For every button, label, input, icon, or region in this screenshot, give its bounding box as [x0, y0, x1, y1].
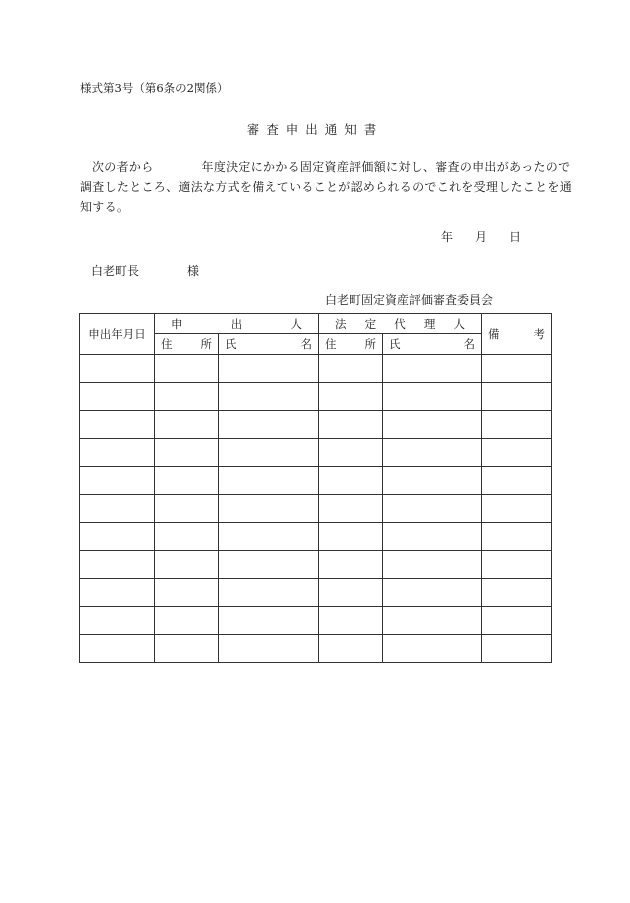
table-row: [80, 551, 552, 579]
table-cell: [219, 579, 319, 607]
header-applicant-char: 申: [171, 316, 183, 331]
addressee-name: 白老町長: [91, 264, 140, 278]
addressee-honorific: 様: [187, 264, 200, 278]
table-cell: [319, 523, 383, 551]
label-char: 所: [364, 337, 376, 351]
header-applicant-char: 出: [230, 316, 243, 331]
table-cell: [383, 411, 482, 439]
table-cell: [80, 383, 155, 411]
table-cell: [482, 467, 552, 495]
table-cell: [383, 467, 482, 495]
table-cell: [80, 411, 155, 439]
table-cell: [80, 495, 155, 523]
body-line-1: [80, 158, 570, 175]
table-cell: [482, 411, 552, 439]
label-char: 所: [200, 337, 212, 351]
table-cell: [319, 383, 383, 411]
header-applicant-name: [219, 334, 319, 355]
header-agent-char: 定: [364, 316, 377, 331]
table-cell: [482, 383, 552, 411]
table-cell: [219, 551, 319, 579]
table-row: [80, 383, 552, 411]
table-cell: [219, 523, 319, 551]
body-line-2: 調査したところ、適法な方式を備えていることが認められるのでこれを受理したことを通: [80, 180, 573, 194]
table-cell: [80, 579, 155, 607]
label-char: 住: [161, 337, 173, 351]
table-cell: [482, 355, 552, 383]
form-number: 様式第3号（第6条の2関係）: [80, 81, 229, 95]
notice-date: [441, 228, 521, 245]
table-cell: [155, 355, 219, 383]
table-cell: [219, 607, 319, 635]
table-row: [80, 523, 552, 551]
header-remarks: [482, 314, 552, 355]
header-remarks-char: 備: [488, 327, 500, 341]
table-cell: [383, 579, 482, 607]
table-cell: [383, 635, 482, 663]
header-applicant-char: 人: [290, 316, 302, 331]
table-cell: [319, 411, 383, 439]
table-cell: [482, 495, 552, 523]
table-cell: [319, 439, 383, 467]
table-cell: [383, 439, 482, 467]
date-year: 年: [441, 230, 454, 244]
table-cell: [155, 411, 219, 439]
table-row: [80, 635, 552, 663]
table-cell: [80, 439, 155, 467]
table-cell: [219, 383, 319, 411]
table-cell: [319, 635, 383, 663]
header-agent-address: [319, 334, 383, 355]
table-body: [80, 355, 552, 663]
table-cell: [80, 355, 155, 383]
table-cell: [319, 551, 383, 579]
date-day: 日: [509, 230, 522, 244]
table-cell: [155, 635, 219, 663]
table-row: [80, 411, 552, 439]
header-agent-char: 人: [453, 316, 465, 331]
header-applicant: [155, 314, 319, 334]
table-cell: [383, 551, 482, 579]
addressee: [91, 262, 199, 279]
table-cell: [482, 523, 552, 551]
label-char: 氏: [225, 337, 237, 351]
table-row: [80, 467, 552, 495]
table-row: [80, 495, 552, 523]
table-row: [80, 355, 552, 383]
table-cell: [482, 635, 552, 663]
table-cell: [155, 607, 219, 635]
label-char: 名: [300, 337, 312, 351]
label-char: 住: [325, 337, 337, 351]
body-line-3: 知する。: [80, 200, 130, 214]
date-month: 月: [475, 230, 488, 244]
table-row: [80, 607, 552, 635]
header-legal-agent: [319, 314, 482, 334]
table-cell: [482, 439, 552, 467]
header-application-date: 申出年月日: [80, 314, 155, 355]
table-cell: [155, 579, 219, 607]
table-row: [80, 439, 552, 467]
table-cell: [383, 355, 482, 383]
table-cell: [80, 467, 155, 495]
table-cell: [383, 607, 482, 635]
table-cell: [319, 495, 383, 523]
application-table: [79, 313, 552, 663]
committee-name: 白老町固定資産評価審査委員会: [325, 293, 494, 307]
table-cell: [383, 383, 482, 411]
table-cell: [383, 495, 482, 523]
table-cell: [219, 439, 319, 467]
table-cell: [219, 467, 319, 495]
header-agent-char: 代: [394, 316, 406, 331]
header-agent-name: [383, 334, 482, 355]
table-cell: [482, 607, 552, 635]
table-cell: [80, 607, 155, 635]
table-cell: [155, 495, 219, 523]
table-cell: [319, 579, 383, 607]
header-remarks-char: 考: [533, 327, 545, 341]
body-line-1-b: 年度決定にかかる固定資産評価額に対し、審査の申出があったので: [201, 160, 571, 174]
body-line-1-a: 次の者から: [92, 160, 154, 174]
table-cell: [482, 551, 552, 579]
table-cell: [155, 383, 219, 411]
table-cell: [155, 551, 219, 579]
table-cell: [80, 523, 155, 551]
header-agent-char: 法: [335, 316, 347, 331]
table-cell: [219, 355, 319, 383]
table-cell: [319, 607, 383, 635]
table-cell: [80, 551, 155, 579]
table-cell: [155, 523, 219, 551]
table-cell: [80, 635, 155, 663]
table-row: [80, 579, 552, 607]
table-cell: [155, 439, 219, 467]
table-cell: [155, 467, 219, 495]
table-cell: [219, 635, 319, 663]
header-agent-char: 理: [423, 316, 436, 331]
document-title: 審査申出通知書: [246, 122, 384, 137]
table-cell: [219, 495, 319, 523]
label-char: 名: [463, 337, 475, 351]
table-cell: [319, 355, 383, 383]
table-cell: [482, 579, 552, 607]
table-cell: [219, 411, 319, 439]
table-cell: [383, 523, 482, 551]
label-char: 氏: [389, 337, 401, 351]
table-cell: [319, 467, 383, 495]
header-applicant-address: [155, 334, 219, 355]
